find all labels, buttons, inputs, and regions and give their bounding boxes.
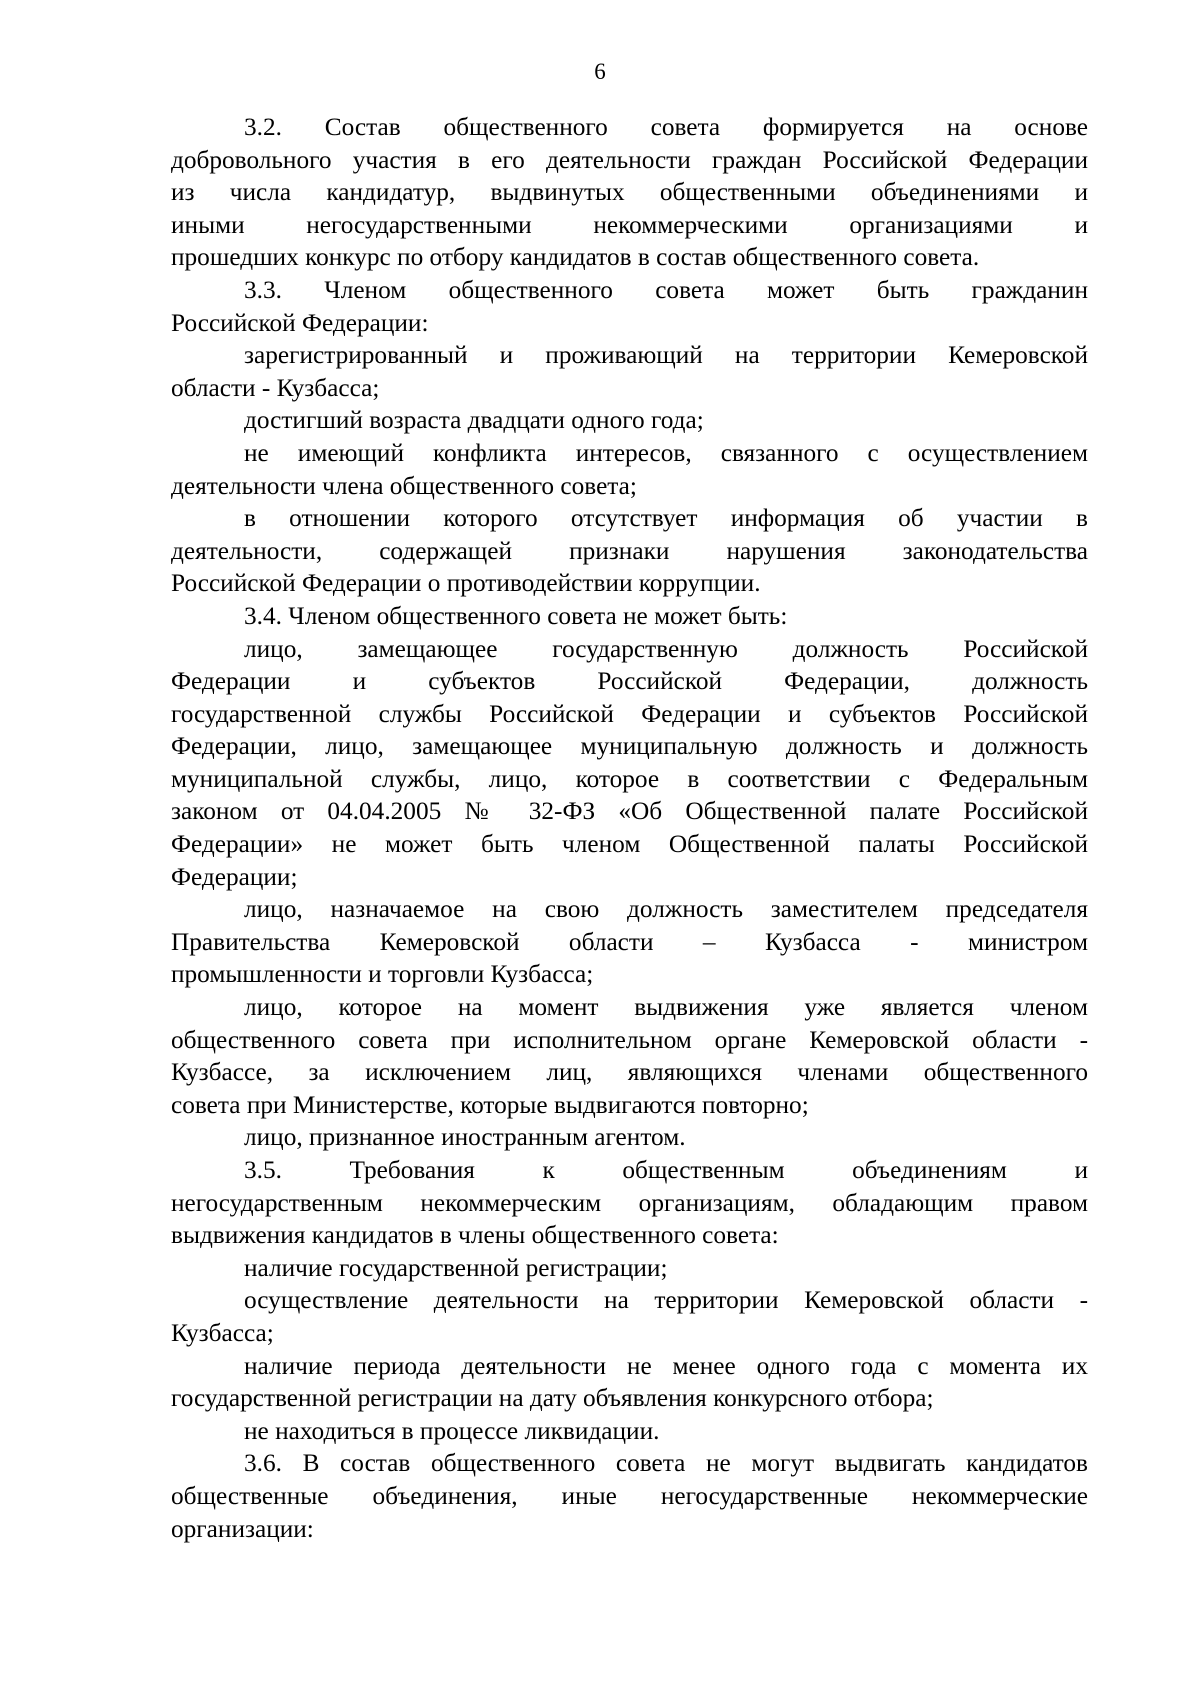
text-line: Российской Федерации:: [171, 308, 429, 337]
text-line: негосударственным некоммерческим организациям, обладающим правом: [171, 1188, 1088, 1217]
text-line: Федерации;: [171, 862, 298, 891]
text-line: 3.6. В состав общественного совета не могут выдвигать кандидатов: [244, 1449, 1088, 1478]
text-line: области - Кузбасса;: [171, 373, 380, 402]
text-line: государственной регистрации на дату объявления конкурсного отбора;: [171, 1384, 934, 1413]
text-line: наличие государственной регистрации;: [244, 1253, 668, 1282]
text-line: не находиться в процессе ликвидации.: [244, 1416, 660, 1445]
text-line: государственной службы Российской Федерации и субъектов Российской: [171, 699, 1088, 728]
text-line: добровольного участия в его деятельности граждан Российской Федерации: [171, 145, 1088, 174]
page-number: 6: [594, 59, 606, 84]
text-line: выдвижения кандидатов в члены общественного совета:: [171, 1221, 779, 1250]
text-line: деятельности, содержащей признаки нарушения законодательства: [171, 536, 1088, 565]
text-line: лицо, назначаемое на свою должность заместителем председателя: [244, 895, 1088, 924]
text-line: 3.2. Состав общественного совета формируется на основе: [244, 113, 1088, 141]
document-body: [171, 111, 1088, 1545]
text-line: 3.3. Членом общественного совета может быть гражданин: [244, 275, 1088, 304]
text-line: наличие периода деятельности не менее одного года с момента их: [244, 1351, 1088, 1380]
text-line: общественные объединения, иные негосударственные некоммерческие: [171, 1481, 1088, 1510]
text-line: муниципальной службы, лицо, которое в соответствии с Федеральным: [171, 764, 1088, 793]
text-line: Кузбасса;: [171, 1318, 274, 1347]
text-line: общественного совета при исполнительном органе Кемеровской области -: [171, 1025, 1088, 1054]
text-line: законом от 04.04.2005 № 32-ФЗ «Об Общественной палате Российской: [171, 797, 1088, 826]
text-line: достигший возраста двадцати одного года;: [244, 406, 704, 435]
text-line: Федерации и субъектов Российской Федерации, должность: [171, 667, 1088, 696]
text-line: в отношении которого отсутствует информация об участии в: [244, 504, 1088, 533]
text-line: лицо, которое на момент выдвижения уже является членом: [244, 993, 1088, 1022]
text-line: зарегистрированный и проживающий на территории Кемеровской: [244, 341, 1088, 370]
text-line: организации:: [171, 1514, 314, 1543]
text-line: промышленности и торговли Кузбасса;: [171, 960, 594, 989]
text-line: осуществление деятельности на территории Кемеровской области -: [244, 1286, 1088, 1315]
text-line: прошедших конкурс по отбору кандидатов в состав общественного совета.: [171, 243, 980, 272]
text-line: совета при Министерстве, которые выдвигаются повторно;: [171, 1090, 809, 1119]
text-line: Российской Федерации о противодействии коррупции.: [171, 569, 761, 598]
text-line: не имеющий конфликта интересов, связанного с осуществлением: [244, 438, 1088, 467]
text-line: лицо, признанное иностранным агентом.: [244, 1123, 686, 1152]
text-line: Кузбассе, за исключением лиц, являющихся членами общественного: [171, 1058, 1088, 1087]
text-line: 3.5. Требования к общественным объединениям и: [244, 1156, 1088, 1184]
text-line: иными негосударственными некоммерческими организациями и: [171, 210, 1088, 239]
text-line: Федерации, лицо, замещающее муниципальную должность и должность: [171, 732, 1088, 761]
text-line: 3.4. Членом общественного совета не может быть:: [244, 601, 788, 630]
text-line: лицо, замещающее государственную должность Российской: [244, 634, 1088, 663]
text-line: из числа кандидатур, выдвинутых общественными объединениями и: [171, 178, 1088, 207]
text-line: деятельности члена общественного совета;: [171, 471, 637, 500]
text-line: Правительства Кемеровской области – Кузбасса - министром: [171, 927, 1088, 956]
text-line: Федерации» не может быть членом Общественной палаты Российской: [171, 830, 1088, 859]
